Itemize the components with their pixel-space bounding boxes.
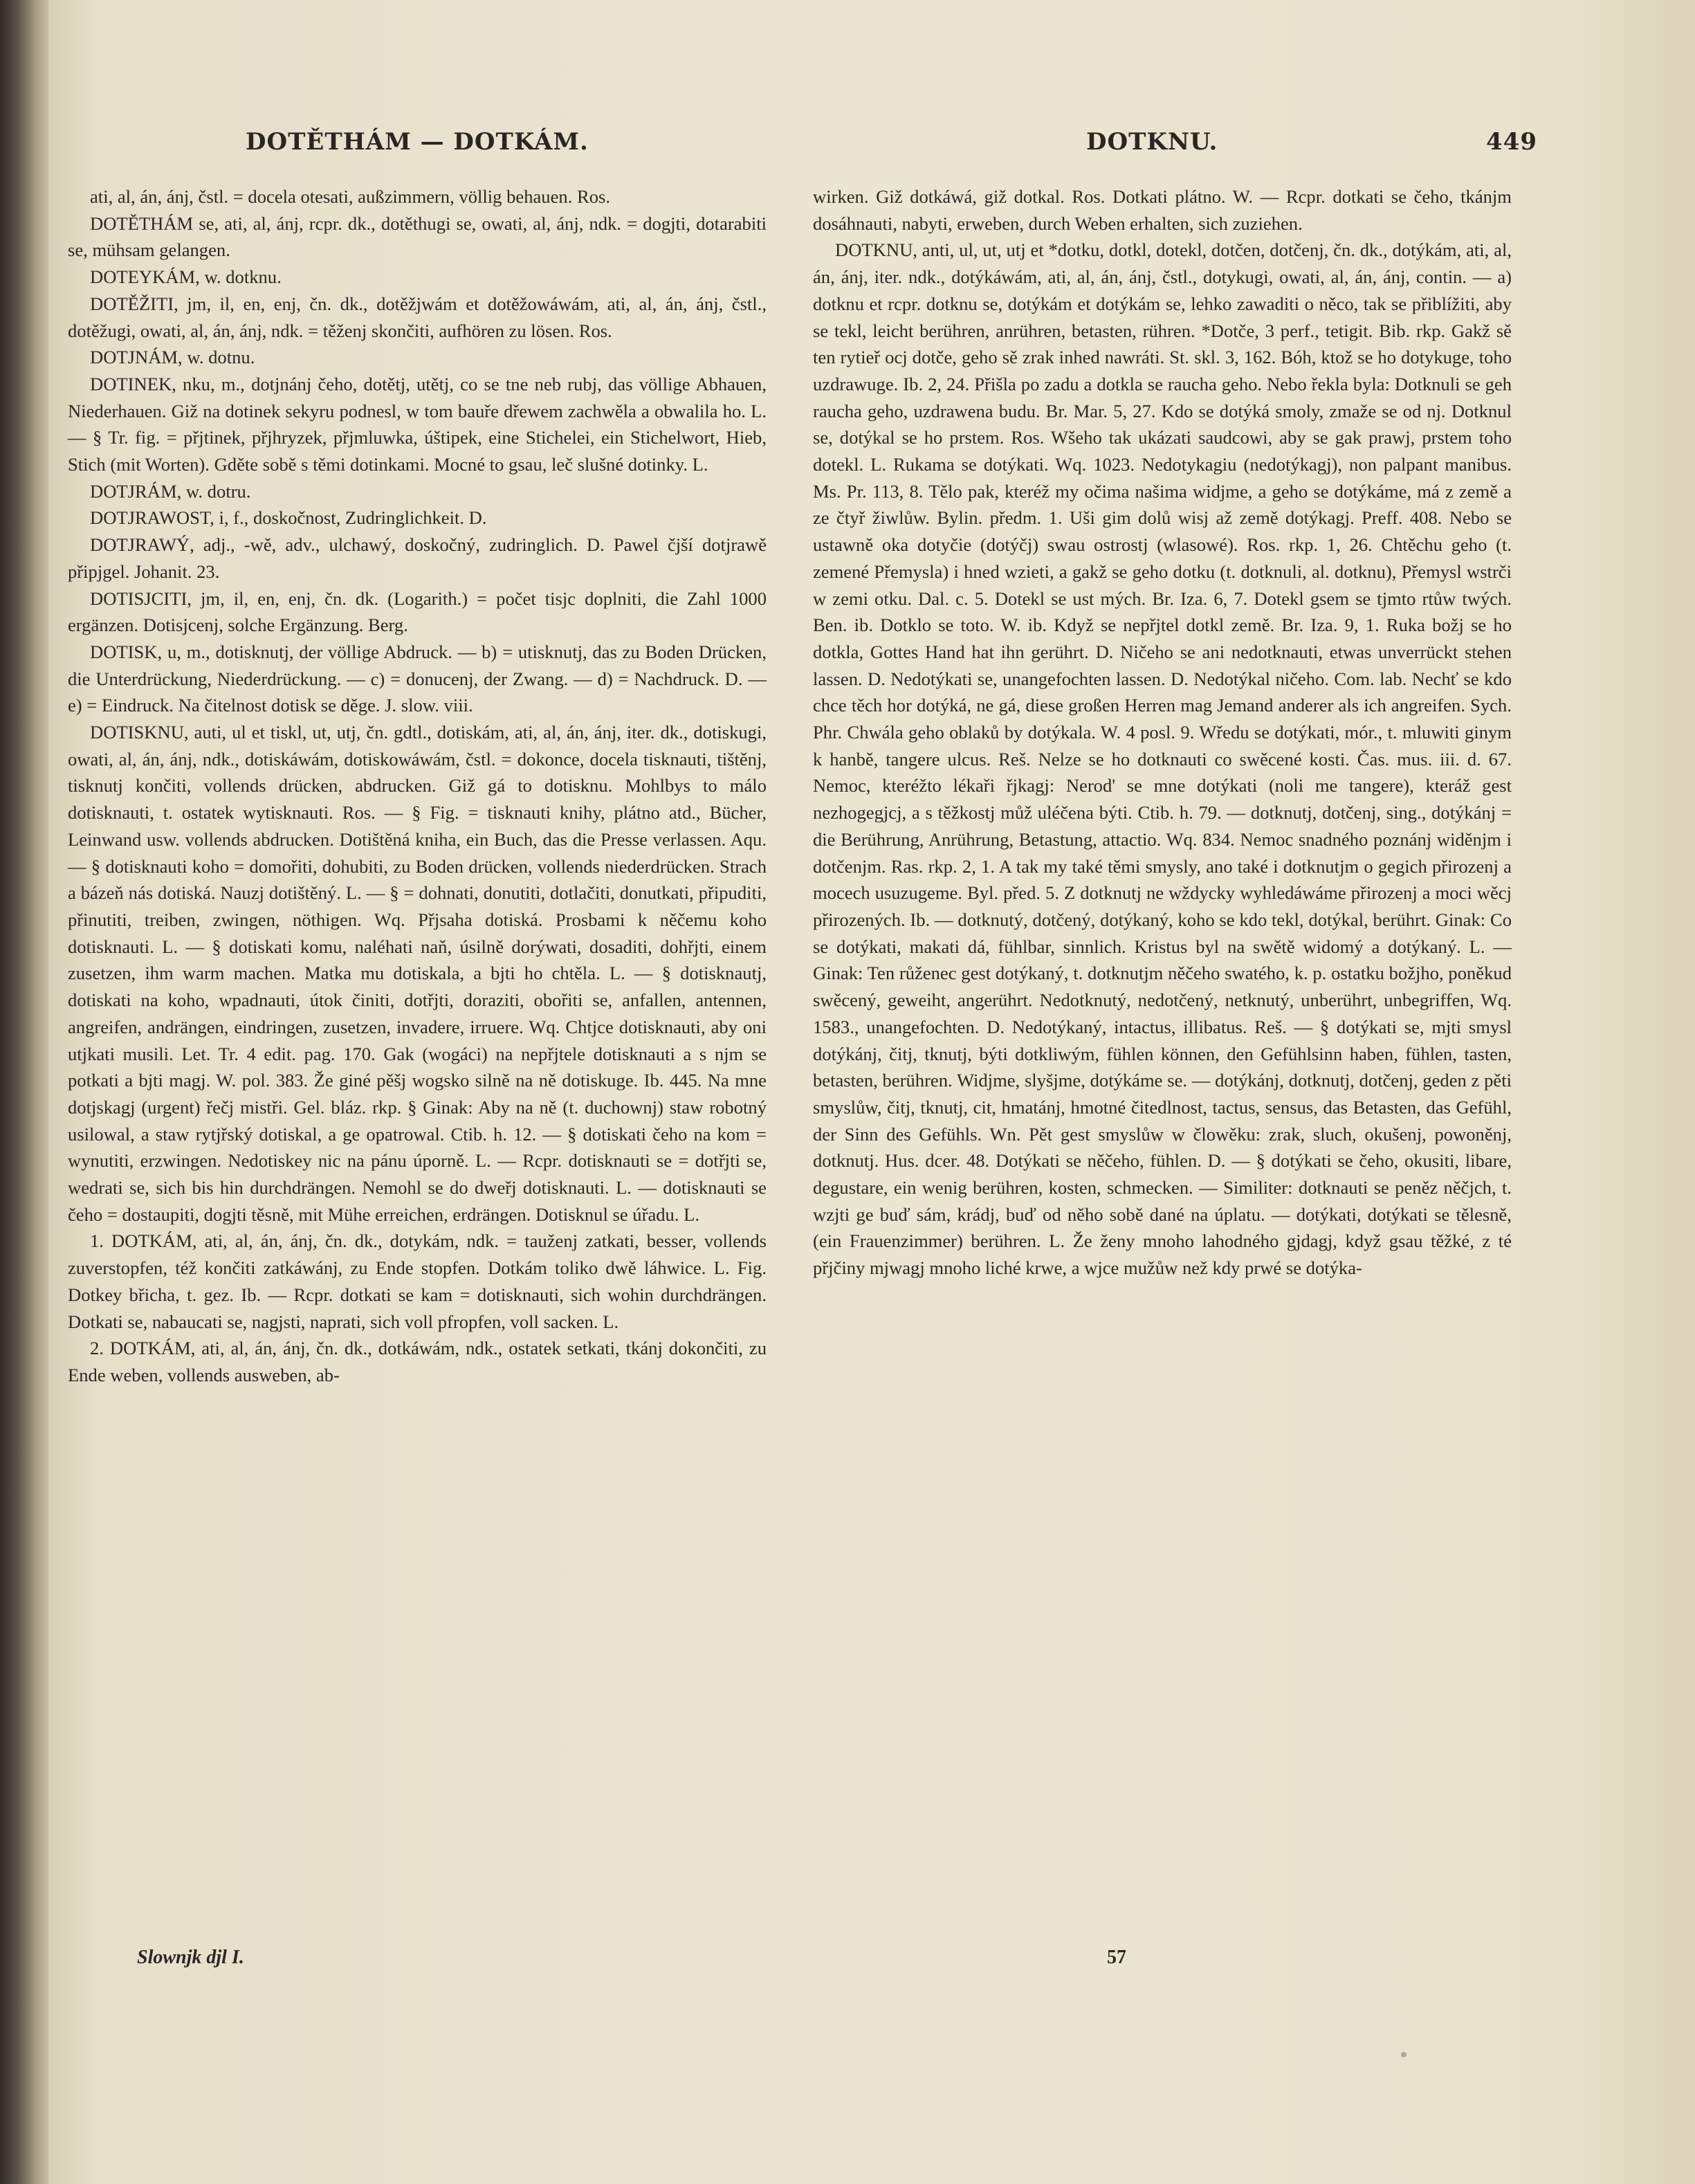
book-spine xyxy=(0,0,48,2184)
dictionary-entry: DOTISJCITI, jm, il, en, enj, čn. dk. (Logarith.) = počet tisjc doplniti, die Zahl 1000 ergänzen. Dotisjcenj, solche Ergänzung. Berg. xyxy=(68,588,767,636)
dictionary-entry: wirken. Giž dotkáwá, giž dotkal. Ros. Dotkati plátno. W. — Rcpr. dotkati se čeho, tkánjm dosáhnauti, nabyti, erweben, durch Weben erhalten, sich zuziehen. xyxy=(813,186,1512,234)
dictionary-entry: ati, al, án, ánj, čstl. = docela otesati, außzimmern, völlig behauen. Ros. xyxy=(90,186,611,207)
dictionary-entry: DOTINEK, nku, m., dotjnánj čeho, dotětj, utětj, co se tne neb rubj, das völlige Abhauen, Niederhauen. Giž na dotinek sekyru podnesl, w tom bauře dřewem zachwěla a obwalila ho. L. — § Tr. fig. = přjtinek, přjhryzek, přjmluwka, úštipek, eine Stichelei, ein Stichelwort, Hieb, Stich (mit Worten). Gděte sobě s těmi dotinkami. Mocné to gsau, leč slušné dotinky. L. xyxy=(68,373,767,475)
running-header xyxy=(48,128,1695,170)
ink-smudge xyxy=(1401,2052,1407,2057)
dictionary-entry: DOTĚTHÁM se, ati, al, ánj, rcpr. dk., dotěthugi se, owati, al, ánj, ndk. = dogjti, dotarabiti se, mühsam gelangen. xyxy=(68,212,767,261)
left-column xyxy=(68,183,767,1389)
dictionary-entry: DOTJRAWOST, i, f., doskočnost, Zudringlichkeit. D. xyxy=(90,507,487,529)
right-column xyxy=(813,183,1512,1282)
dictionary-entry: DOTISK, u, m., dotisknutj, der völlige Abdruck. — b) = utisknutj, das zu Boden Drücken, die Unterdrückung, Niederdrückung. — c) = donucenj, der Zwang. — d) = Nachdruck. D. — e) = Eindruck. Na čitelnost dotisk se děge. J. slow. viii. xyxy=(68,641,767,716)
signature-mark: Slownjk djl I. xyxy=(137,1947,244,1968)
dictionary-entry: DOTJRAWÝ, adj., -wě, adv., ulchawý, doskočný, zudringlich. D. Pawel čjší dotjrawě připjgel. Johanit. 23. xyxy=(68,534,767,582)
header-left-title: DOTĚTHÁM — DOTKÁM. xyxy=(246,128,589,156)
page-number: 449 xyxy=(1486,128,1537,156)
dictionary-entry: 2. DOTKÁM, ati, al, án, ánj, čn. dk., dotkáwám, ndk., ostatek setkati, tkánj dokončiti, zu Ende weben, vollends ausweben, ab- xyxy=(68,1338,767,1385)
dictionary-entry: DOTJRÁM, w. dotru. xyxy=(90,480,251,502)
dictionary-entry: DOTĚŽITI, jm, il, en, enj, čn. dk., dotěžjwám et dotěžowáwám, ati, al, án, ánj, čstl., dotěžugi, owati, al, án, ánj, ndk. = těženj skončiti, aufhören zu lösen. Ros. xyxy=(68,293,767,341)
dictionary-entry: DOTEYKÁM, w. dotknu. xyxy=(90,266,282,288)
header-center-title: DOTKNU. xyxy=(1086,128,1218,156)
dictionary-entry: 1. DOTKÁM, ati, al, án, ánj, čn. dk., dotykám, ndk. = tauženj zatkati, besser, vollends zuverstopfen, též končiti zatkáwánj, zu Ende stopfen. Dotkám toliko dwě láhwice. L. Fig. Dotkey břicha, t. gez. Ib. — Rcpr. dotkati se kam = dotisknauti, sich wohin durchdrängen. Dotkati se, nabaucati se, nagjsti, naprati, sich voll pfropfen, voll sacken. L. xyxy=(68,1230,767,1332)
dictionary-page xyxy=(48,0,1695,2184)
dictionary-entry: DOTJNÁM, w. dotnu. xyxy=(90,347,255,368)
dictionary-entry: DOTKNU, anti, ul, ut, utj et *dotku, dotkl, dotekl, dotčen, dotčenj, čn. dk., dotýkám, ati, al, án, ánj, iter. ndk., dotýkáwám, ati, al, án, ánj, čstl., dotykugi, owati, al, án, ánj, contin. — a) dotknu et rcpr. dotknu se, dotýkám et dotýkám se, lehko zawaditi o něco, tak se přiblížiti, aby se tekl, leicht berühren, anrühren, betasten, rühren. *Dotče, 3 perf., tetigit. Bib. rkp. Gakž sě ten rytieř ocj dotče, geho sě zrak inhed nawráti. St. skl. 3, 162. Bóh, ktož se ho dotykuge, toho uzdrawuge. Ib. 2, 24. Přišla po zadu a dotkla se raucha geho. Nebo řekla byla: Dotknuli se geh raucha geho, uzdrawena budu. Br. Mar. 5, 27. Kdo se dotýká smoly, zmaže se od nj. Dotknul se, dotýkal se ho prstem. Ros. Wšeho tak ukázati saudcowi, aby se gak prawj, prstem toho dotekl. L. Rukama se dotýkati. Wq. 1023. Nedotykagiu (nedotýkagj), non palpant manibus. Ms. Pr. 113, 8. Tělo pak, kteréž my očima našima widjme, a geho se dotýkáme, má z země a ze čtyř žiwlůw. Bylin. předm. 1. Uši gim dolů wisj až země dotýkagj. Preff. 408. Nebo se ustawně oka dotyčie (dotýčj) swau ostrostj (wlasowé). Ros. rkp. 1, 26. Chtěchu geho (t. zemené Přemysla) i hned wzieti, a gakž se geho dotku (t. dotknuli, al. dotknu), Přemysl wstrči w zemi otku. Dal. c. 5. Dotekl se ust mých. Br. Iza. 6, 7. Dotekl gsem se tjmto rtůw twých. Ben. ib. Dotklo se toto. W. ib. Když se nepřjtel dotkl země. Br. Iza. 9, 1. Ruka božj se ho dotkla, Gottes Hand hat ihn gerührt. D. Ničeho se ani nedotknauti, etwas unverrückt stehen lassen. D. Nedotýkati se, unangefochten lassen. D. Nedotýkal ničeho. Com. lab. Nechť se kdo chce těch hor dotýká, ne gá, diese großen Herren mag Jemand anderer als ich angreifen. Sych. Phr. Chwála geho oblaků by dotýkala. W. 4 posl. 9. Wředu se dotýkati, mór., t. mluwiti ginym k hanbě, tangere ulcus. Reš. Nelze se ho dotknauti co swěcené kosti. Čas. mus. iii. d. 67. Nemoc, kteréžto lékaři řjkagj: Nerod' se mne dotýkati (noli me tangere), kteráž gest nezhogegjcj, a s těžkostj můž uléčena býti. Ctib. h. 79. — dotknutj, dotčenj, sing., dotýkánj = die Berührung, Anrührung, Betastung, attactio. Wq. 834. Nemoc snadného poznánj widěnjm i dotčenjm. Ras. rkp. 2, 1. A tak my také těmi smysly, ano také i dotknutjm o gegich přirozenj a mocech usuzugeme. Byl. před. 5. Z dotknutj ne wždycky wyhledáwáme přirozenj a moci wěcj přirozených. Ib. — dotknutý, dotčený, dotýkaný, koho se kdo tekl, dotýkal, berührt. Ginak: Co se dotýkati, makati dá, fühlbar, sinnlich. Kristus byl na swětě widomý a dotýkaný. L. — Ginak: Ten růženec gest dotýkaný, t. dotknutjm něčeho swatého, k. p. ostatku božjho, poněkud swěcený, geweiht, angerührt. Nedotknutý, nedotčený, netknutý, unberührt, unbegriffen, Wq. 1583., unangefochten. D. Nedotýkaný, intactus, illibatus. Reš. — § dotýkati se, mjti smysl dotýkánj, čitj, tknutj, býti dotkliwým, fühlen können, den Gefühlsinn haben, fühlen, tasten, betasten, berühren. Widjme, slyšjme, dotýkáme se. — dotýkánj, dotknutj, dotčenj, geden z pěti smyslůw, čitj, tknutj, cit, hmatánj, hmotné čitedlnost, tactus, sensus, das Betasten, das Gefühl, der Sinn des Gefühls. Wn. Pět gest smyslůw w člowěku: zrak, sluch, okušenj, powoněnj, dotknutj. Hus. dcer. 48. Dotýkati se něčeho, fühlen. D. — § dotýkati se čeho, okusiti, libare, degustare, ein wenig berühren, kosten, schmecken. — Similiter: dotknauti se peněz něčjch, t. wzjti ge buď sám, krádj, buď od něho sobě dané na úplatu. — dotýkati, dotýkati se tělesně, (ein Frauenzimmer) berühren. L. Že ženy mnoho lahodného gjdagj, když gsau těžké, z té přjčiny mjwagj mnoho liché krwe, a wjce mužůw než kdy prwé se dotýka- xyxy=(813,239,1512,1279)
sheet-number: 57 xyxy=(1107,1947,1126,1968)
dictionary-entry: DOTISKNU, auti, ul et tiskl, ut, utj, čn. gdtl., dotiskám, ati, al, án, ánj, iter. dk., dotiskugi, owati, al, án, ánj, ndk., dotiskáwám, dotiskowáwám, čstl. = dokonce, docela tisknauti, tištěnj, tisknutj končiti, vollends drücken, abdrucken. Giž gá to dotisknu. Mohlbys to málo dotisknauti, t. ostatek wytisknauti. Ros. — § Fig. = tisknauti knihy, plátno atd., Bücher, Leinwand usw. vollends abdrucken. Dotištěná kniha, ein Buch, das die Presse verlassen. Aqu. — § dotisknauti koho = domořiti, dohubiti, zu Boden drücken, vollends niederdrücken. Strach a bázeň nás dotiská. Nauzj dotištěný. L. — § = dohnati, donutiti, dotlačiti, donutkati, připuditi, přinutiti, treiben, zwingen, nöthigen. Wq. Přjsaha dotiská. Prosbami k něčemu koho dotisknauti. L. — § dotiskati komu, naléhati naň, úsilně dorýwati, dosaditi, dohřjti, einem zusetzen, ihm warm machen. Matka mu dotiskala, a bjti ho chtěla. L. — § dotisknautj, dotiskati na koho, wpadnauti, útok činiti, dotřjti, doraziti, obořiti se, anfallen, antennen, angreifen, andrängen, eindringen, zusetzen, invadere, irruere. Wq. Chtjce dotisknauti, aby oni utjkati musili. Let. Tr. 4 edit. pag. 170. Gak (wogáci) na nepřjtele dotisknauti a s njm se potkati a bjti magj. W. pol. 383. Že giné pěšj wogsko silně na ně dotiskuge. Ib. 445. Na mne dotjskagj (urgent) řečj mistři. Gel. bláz. rkp. § Ginak: Aby na ně (t. duchownj) staw robotný usilowal, a staw rytjřský dotiskal, a ge opatrowal. Ctib. h. 12. — § dotiskati čeho na kom = wynutiti, erzwingen. Nedotiskey nic na pánu úporně. L. — Rcpr. dotisknauti se = dotřjti se, wedrati se, sich bis hin durchdrängen. Nemohl se do dweřj dotisknauti. L. — dotisknauti se čeho = dostaupiti, dogjti těsně, mit Mühe erreichen, erdrängen. Dotisknul se úřadu. L. xyxy=(68,722,767,1225)
